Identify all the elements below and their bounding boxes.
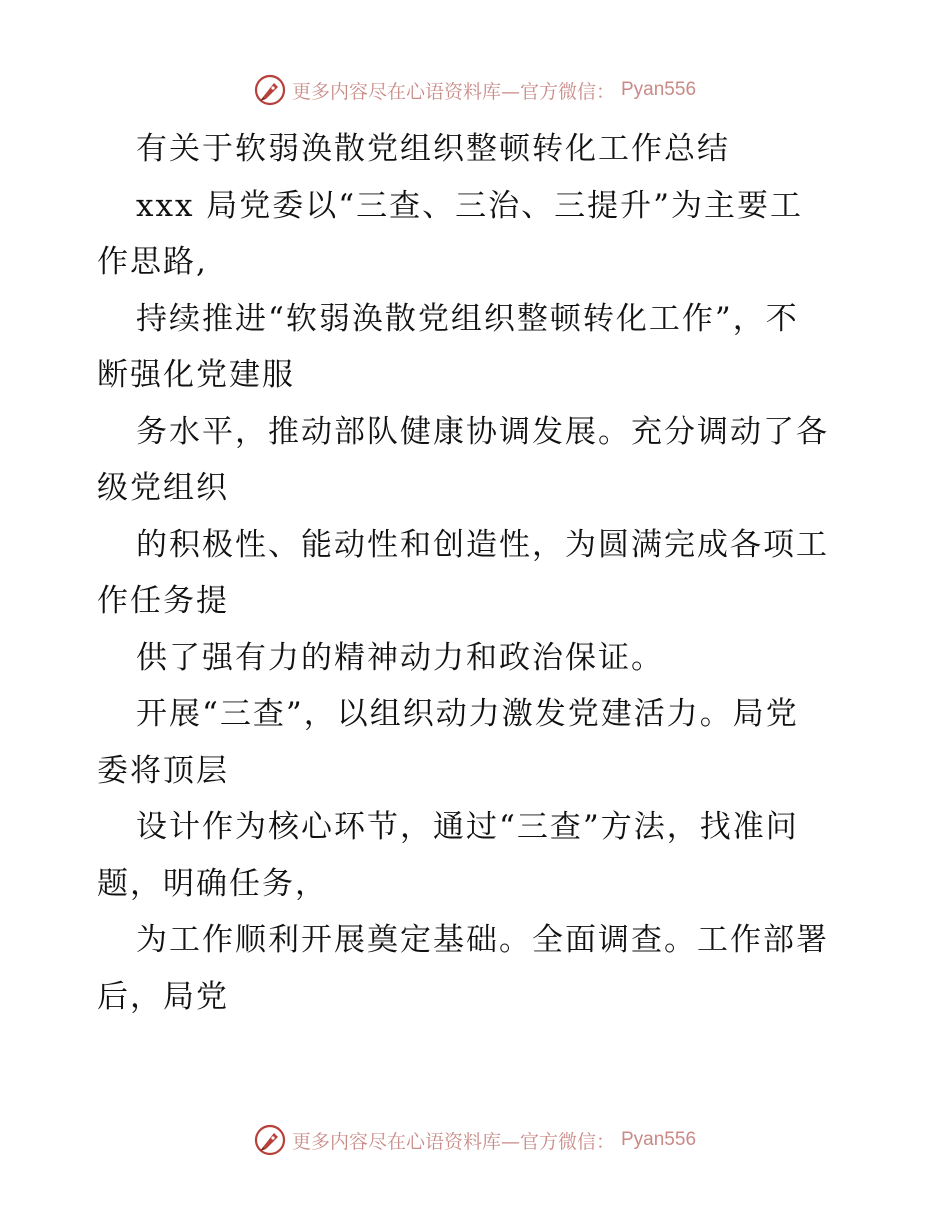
paragraph-line: 断强化党建服 (97, 357, 295, 393)
paragraph-line: 级党组织 (97, 470, 229, 506)
watermark-text: 更多内容尽在心语资料库—官方微信： (291, 1130, 615, 1153)
watermark-brand: Pyan556 (621, 1129, 697, 1150)
paragraph-line: 题，明确任务， (97, 865, 328, 902)
header-watermark (0, 72, 950, 108)
pen-nib-logo-icon (254, 1124, 286, 1156)
paragraph-line: xxx 局党委以“三查、三治、三提升”为主要工 (136, 187, 803, 224)
paragraph-line: 务水平，推动部队健康协调发展。充分调动了各 (136, 413, 829, 450)
paragraph-line: 设计作为核心环节，通过“三查”方法，找准问 (136, 809, 799, 845)
paragraph-line: 的积极性、能动性和创造性，为圆满完成各项工 (136, 526, 829, 563)
footer-watermark (0, 1122, 950, 1158)
watermark-text: 更多内容尽在心语资料库—官方微信： (291, 80, 615, 103)
paragraph-line: 委将顶层 (97, 752, 229, 789)
pen-nib-logo-icon (254, 74, 286, 106)
paragraph-line: 开展“三查”，以组织动力激发党建活力。局党 (136, 696, 799, 732)
paragraph-line: 作任务提 (97, 583, 229, 619)
paragraph-line: 为工作顺利开展奠定基础。全面调查。工作部署 (136, 922, 829, 958)
document-body (97, 121, 857, 1025)
paragraph-line: 后，局党 (97, 978, 229, 1015)
paragraph-line: 持续推进“软弱涣散党组织整顿转化工作”，不 (136, 300, 799, 337)
watermark-brand: Pyan556 (621, 79, 697, 100)
paragraph-line: 作思路, (97, 244, 208, 280)
document-title: 有关于软弱涣散党组织整顿转化工作总结 (136, 131, 730, 167)
paragraph-line: 供了强有力的精神动力和政治保证。 (136, 639, 664, 676)
